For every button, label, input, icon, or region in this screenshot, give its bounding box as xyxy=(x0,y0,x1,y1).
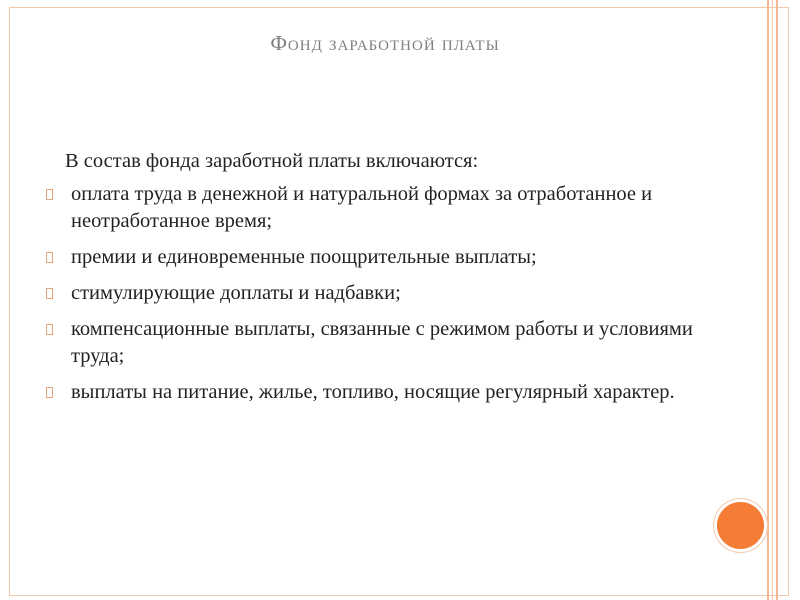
bullet-item xyxy=(46,280,706,307)
bullet-text: выплаты на питание, жилье, топливо, носящие регулярный характер. xyxy=(71,381,675,403)
bullet-icon xyxy=(46,252,53,263)
bullet-item xyxy=(46,316,706,370)
slide-title: Фонд заработной платы xyxy=(270,31,500,55)
intro-text: В состав фонда заработной платы включаются: xyxy=(65,150,479,172)
decorative-stripe xyxy=(772,0,773,600)
decorative-circle xyxy=(714,499,767,552)
bullet-item xyxy=(46,181,706,235)
bullet-icon xyxy=(46,189,53,200)
bullet-item xyxy=(46,379,706,406)
bullet-text: оплата труда в денежной и натуральной формах за отработанное и неотработанное время; xyxy=(71,183,653,232)
bullet-text: премии и единовременные поощрительные выплаты; xyxy=(71,246,537,268)
bullet-icon xyxy=(46,288,53,299)
bullet-icon xyxy=(46,324,53,335)
bullet-text: стимулирующие доплаты и надбавки; xyxy=(71,282,401,304)
slide-content xyxy=(46,148,706,415)
bullet-icon xyxy=(46,387,53,398)
decorative-stripe xyxy=(767,0,769,600)
decorative-stripe xyxy=(776,0,778,600)
bullet-text: компенсационные выплаты, связанные с режимом работы и условиями труда; xyxy=(71,318,693,367)
bullet-item xyxy=(46,244,706,271)
